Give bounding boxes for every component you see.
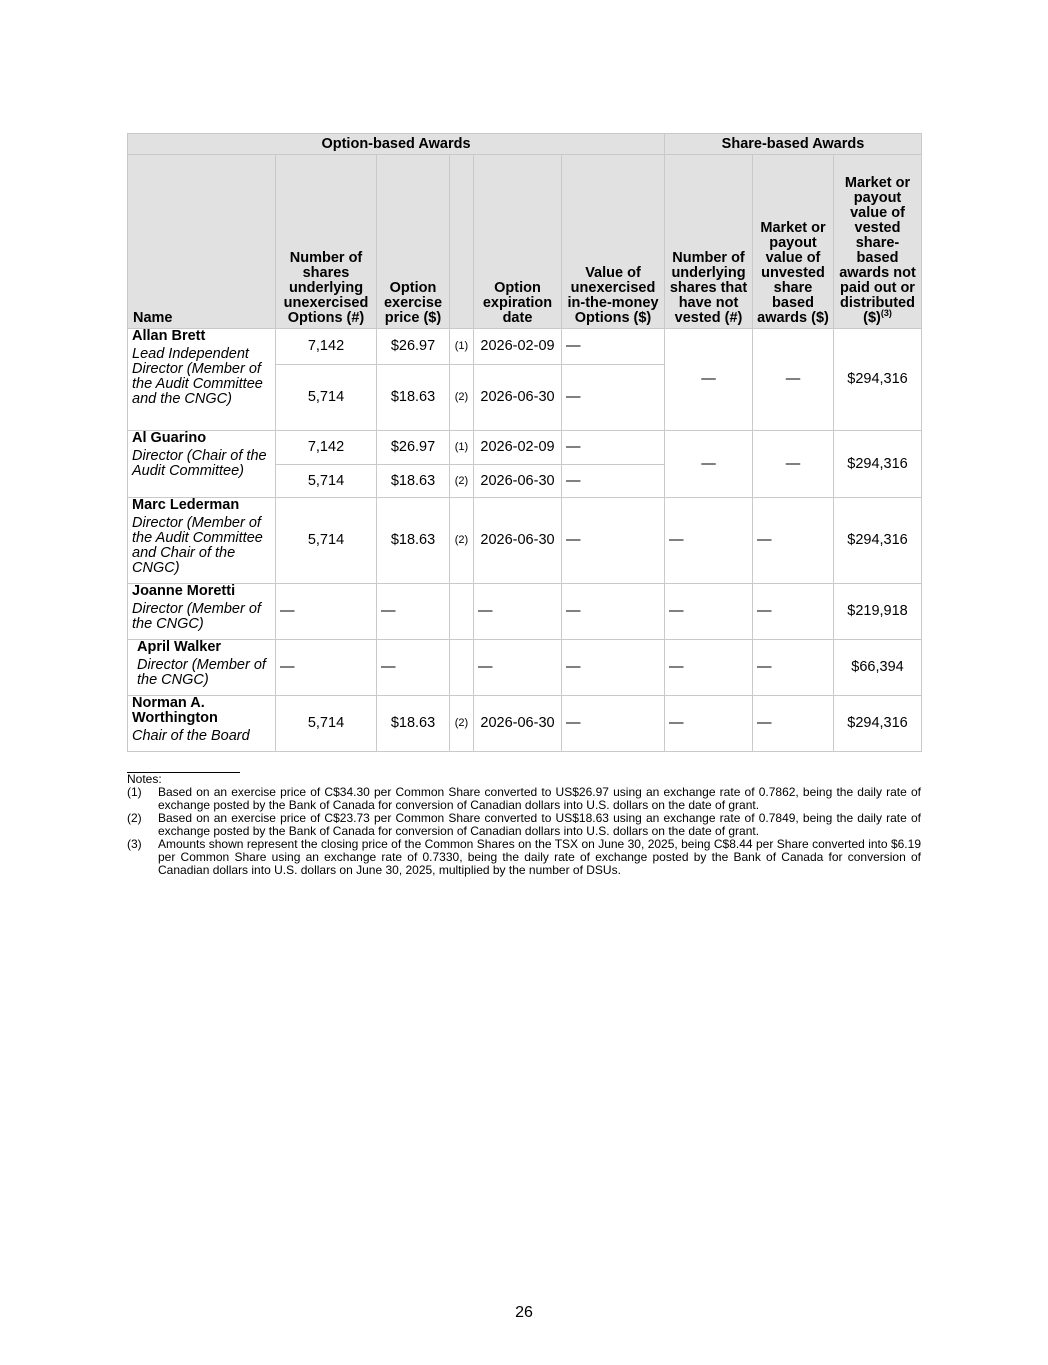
footnote-number: (2) — [127, 811, 142, 825]
table-row — [128, 329, 922, 365]
table-row — [128, 584, 922, 640]
price-cell: $26.97 — [377, 431, 450, 465]
director-name: Marc Lederman — [132, 497, 240, 513]
director-cell — [128, 640, 276, 696]
value-cell: — — [562, 584, 665, 640]
director-role: Director (Chair of the Audit Committee) — [132, 448, 267, 479]
value-cell: — — [562, 640, 665, 696]
footnote — [127, 838, 921, 877]
page-number: 26 — [515, 1304, 533, 1321]
unvested-cell: — — [665, 498, 753, 584]
market-unvested-cell: — — [753, 498, 834, 584]
director-role: Director (Member of the CNGC) — [132, 601, 261, 632]
market-vested-cell: $294,316 — [834, 431, 922, 498]
expiry-cell: 2026-02-09 — [474, 329, 562, 365]
expiry-cell: — — [474, 640, 562, 696]
col-header-market-unvested: Market or payout value of unvested share based awards ($) — [753, 155, 834, 329]
footnote-text: Based on an exercise price of C$23.73 per Common Share converted to US$18.63 using an exchange rate of 0.7849, being the daily rate of exchange posted by the Bank of Canada for conversion of Canadian dollars into U.S. dollars on the date of grant. — [158, 811, 921, 838]
value-cell: — — [562, 465, 665, 498]
unvested-cell: — — [665, 584, 753, 640]
col-header-value-unexercised: Value of unexercised in-the-money Options ($) — [562, 155, 665, 329]
price-cell: $18.63 — [377, 696, 450, 752]
notes-heading: Notes: — [127, 772, 162, 786]
footnote-number: (3) — [127, 837, 142, 851]
value-cell: — — [562, 329, 665, 365]
col-header-note-ref — [450, 155, 474, 329]
note-ref-cell: (2) — [450, 498, 474, 584]
market-unvested-cell: — — [753, 696, 834, 752]
director-cell — [128, 498, 276, 584]
director-cell — [128, 696, 276, 752]
footnote-marker: (3) — [880, 308, 892, 319]
shares-cell: — — [276, 640, 377, 696]
shares-cell: 7,142 — [276, 329, 377, 365]
market-unvested-cell: — — [753, 329, 834, 431]
price-cell: $18.63 — [377, 465, 450, 498]
market-vested-cell: $294,316 — [834, 498, 922, 584]
director-name: Allan Brett — [132, 328, 206, 344]
shares-cell: 5,714 — [276, 696, 377, 752]
col-header-name: Name — [128, 155, 276, 329]
value-cell: — — [562, 365, 665, 431]
shares-cell: 5,714 — [276, 365, 377, 431]
market-unvested-cell: — — [753, 584, 834, 640]
shares-cell: — — [276, 584, 377, 640]
unvested-cell: — — [665, 329, 753, 431]
footnote — [127, 812, 921, 838]
footnote-number: (1) — [127, 785, 142, 799]
market-vested-cell: $294,316 — [834, 329, 922, 431]
price-cell: — — [377, 640, 450, 696]
price-cell: $18.63 — [377, 498, 450, 584]
shares-cell: 5,714 — [276, 498, 377, 584]
director-role: Director (Member of the CNGC) — [137, 657, 266, 688]
table-row — [128, 498, 922, 584]
director-role: Chair of the Board — [132, 728, 250, 744]
price-cell: $26.97 — [377, 329, 450, 365]
expiry-cell: 2026-06-30 — [474, 696, 562, 752]
market-unvested-cell: — — [753, 431, 834, 498]
note-ref-cell — [450, 640, 474, 696]
expiry-cell: 2026-02-09 — [474, 431, 562, 465]
shares-cell: 5,714 — [276, 465, 377, 498]
market-vested-cell: $66,394 — [834, 640, 922, 696]
director-awards-table — [127, 133, 922, 752]
footnote — [127, 786, 921, 812]
market-vested-label: Market or payout value of vested share-based awards not paid out or distributed ($) — [839, 175, 916, 326]
option-based-awards-header: Option-based Awards — [128, 134, 665, 155]
share-based-awards-header: Share-based Awards — [665, 134, 922, 155]
unvested-cell: — — [665, 696, 753, 752]
director-name: Norman A. Worthington — [132, 695, 218, 726]
price-cell: $18.63 — [377, 365, 450, 431]
col-header-exercise-price: Option exercise price ($) — [377, 155, 450, 329]
table-row — [128, 696, 922, 752]
col-header-num-unvested: Number of underlying shares that have not vested (#) — [665, 155, 753, 329]
note-ref-cell: (1) — [450, 431, 474, 465]
director-cell — [128, 431, 276, 498]
market-vested-cell: $294,316 — [834, 696, 922, 752]
value-cell: — — [562, 696, 665, 752]
shares-cell: 7,142 — [276, 431, 377, 465]
director-cell — [128, 329, 276, 431]
expiry-cell: 2026-06-30 — [474, 465, 562, 498]
note-ref-cell: (2) — [450, 696, 474, 752]
market-unvested-cell: — — [753, 640, 834, 696]
unvested-cell: — — [665, 640, 753, 696]
note-ref-cell: (2) — [450, 365, 474, 431]
note-ref-cell: (2) — [450, 465, 474, 498]
note-ref-cell: (1) — [450, 329, 474, 365]
footnote-text: Based on an exercise price of C$34.30 per Common Share converted to US$26.97 using an exchange rate of 0.7862, being the daily rate of exchange posted by the Bank of Canada for conversion of Canadian dollars into U.S. dollars on the date of grant. — [158, 785, 921, 812]
unvested-cell: — — [665, 431, 753, 498]
table-row — [128, 431, 922, 465]
director-role: Lead Independent Director (Member of the Audit Committee and the CNGC) — [132, 346, 263, 407]
col-header-expiration: Option expiration date — [474, 155, 562, 329]
table-row — [128, 640, 922, 696]
expiry-cell: — — [474, 584, 562, 640]
director-name: April Walker — [137, 639, 222, 655]
value-cell: — — [562, 431, 665, 465]
col-header-num-shares: Number of shares underlying unexercised Options (#) — [276, 155, 377, 329]
director-cell — [128, 584, 276, 640]
note-ref-cell — [450, 584, 474, 640]
price-cell: — — [377, 584, 450, 640]
director-role: Director (Member of the Audit Committee and Chair of the CNGC) — [132, 515, 263, 576]
market-vested-cell: $219,918 — [834, 584, 922, 640]
director-name: Joanne Moretti — [132, 583, 236, 599]
footnote-text: Amounts shown represent the closing price of the Common Shares on the TSX on June 30, 2025, being C$8.44 per Share converted into $6.19 per Common Share using an exchange rate of 0.7330, being the daily rate of exchange posted by the Bank of Canada for conversion of Canadian dollars into U.S. dollars on June 30, 2025, multiplied by the number of DSUs. — [158, 837, 921, 877]
col-header-market-vested — [834, 155, 922, 329]
notes-section — [127, 772, 921, 877]
expiry-cell: 2026-06-30 — [474, 498, 562, 584]
value-cell: — — [562, 498, 665, 584]
expiry-cell: 2026-06-30 — [474, 365, 562, 431]
director-name: Al Guarino — [132, 430, 207, 446]
